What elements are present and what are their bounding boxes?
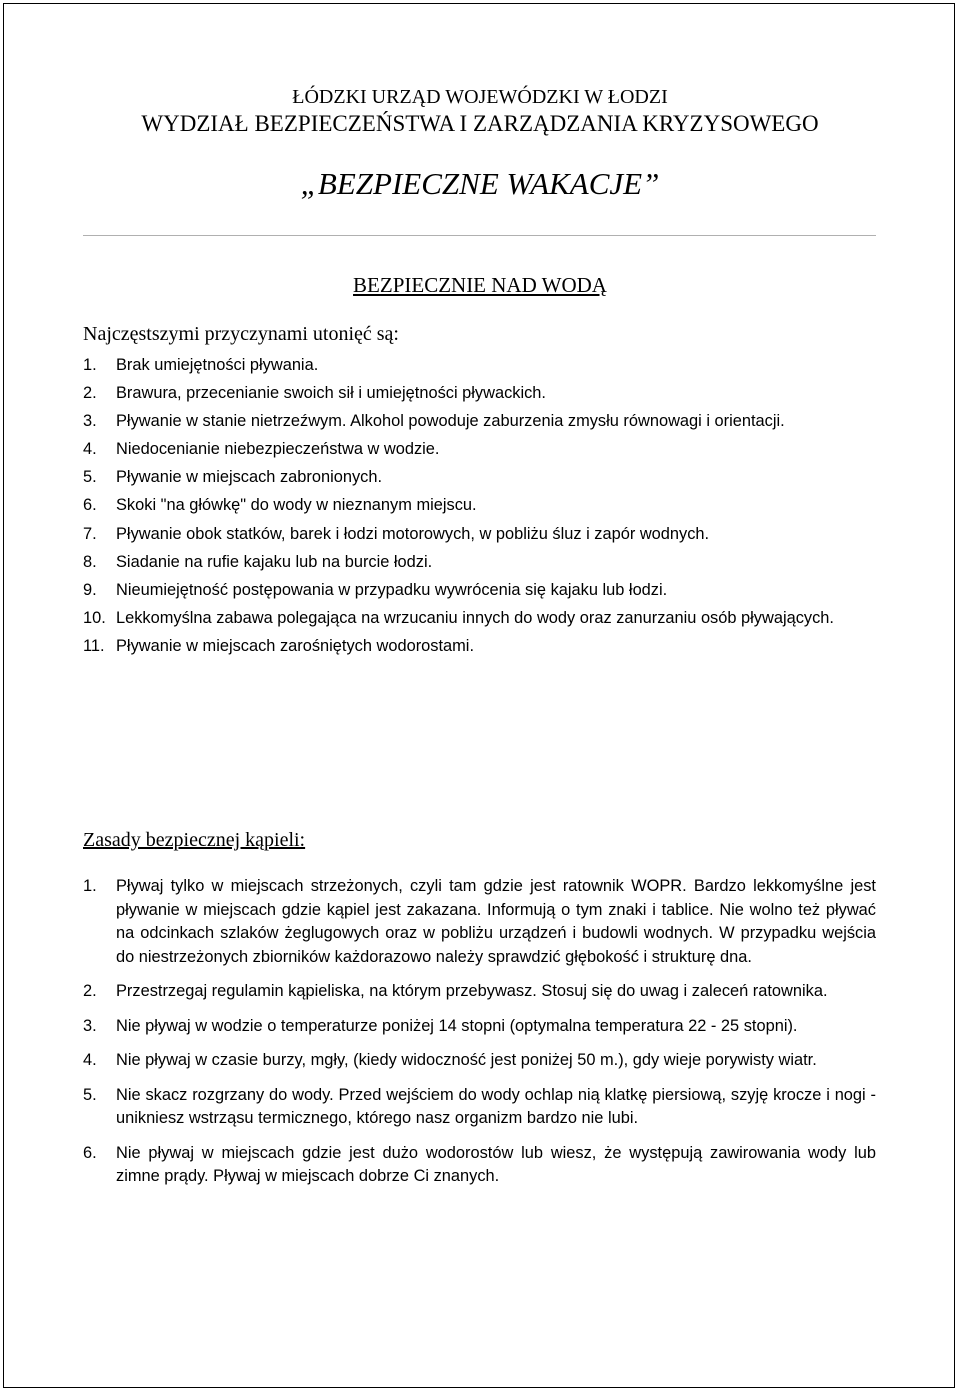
cause-list-item [83,551,876,575]
list-item-number: 5. [83,468,97,487]
list-item-text: Nie pływaj w czasie burzy, mgły, (kiedy widoczność jest poniżej 50 m.), gdy wieje porywisty wiatr. [116,1051,817,1069]
horizontal-divider [83,235,876,236]
document-title: „BEZPIECZNE WAKACJE” [300,166,660,201]
cause-list-item [83,523,876,547]
list-item-number: 8. [83,552,97,571]
list-item-number: 2. [83,982,97,1000]
section-title-bathing-rules: Zasady bezpiecznej kąpieli: [83,829,306,851]
rule-list-item [83,980,876,1004]
drowning-causes-list [83,354,876,663]
header-department-name: WYDZIAŁ BEZPIECZEŃSTWA I ZARZĄDZANIA KRYZYSOWEGO [141,111,819,136]
cause-list-item [83,410,876,434]
list-item-text: Nieumiejętność postępowania w przypadku wywrócenia się kajaku lub łodzi. [116,580,668,599]
list-item-text: Pływanie w miejscach zabronionych. [116,468,383,487]
list-item-number: 7. [83,524,97,543]
list-item-number: 11. [83,636,105,655]
list-item-number: 6. [83,1143,97,1162]
rule-list-item [83,1049,876,1073]
cause-list-item [83,466,876,490]
list-item-text: Nie pływaj w miejscach gdzie jest dużo wodorostów lub wiesz, że występują zawirowania wody lub zimne prądy. Pływaj w miejscach dobrze Ci znanych. [116,1143,876,1185]
cause-list-item [83,607,876,631]
rule-list-item [83,1084,876,1131]
cause-list-item [83,635,876,659]
list-item-text: Siadanie na rufie kajaku lub na burcie łodzi. [116,552,433,571]
list-item-number: 9. [83,580,97,599]
list-item-number: 1. [83,877,97,895]
list-item-number: 5. [83,1085,97,1104]
list-item-text: Niedocenianie niebezpieczeństwa w wodzie. [116,440,440,459]
list-item-number: 3. [83,1016,97,1035]
rule-list-item [83,875,876,969]
list-item-text: Skoki "na główkę" do wody w nieznanym miejscu. [116,496,477,515]
rule-list-item [83,1142,876,1189]
list-item-text: Pływanie obok statków, barek i łodzi motorowych, w pobliżu śluz i zapór wodnych. [116,524,710,543]
bathing-rules-list [83,875,876,1200]
list-item-number: 3. [83,412,97,431]
list-item-number: 10. [83,608,106,627]
header-office-name: ŁÓDZKI URZĄD WOJEWÓDZKI W ŁODZI [292,86,668,108]
list-item-text: Brak umiejętności pływania. [116,356,319,374]
list-item-number: 4. [83,1051,97,1069]
list-item-text: Lekkomyślna zabawa polegająca na wrzucaniu innych do wody oraz zanurzaniu osób pływających. [116,608,834,627]
list-item-text: Przestrzegaj regulamin kąpieliska, na którym przebywasz. Stosuj się do uwag i zaleceń ratownika. [116,982,828,1000]
list-item-text: Pływaj tylko w miejscach strzeżonych, czyli tam gdzie jest ratownik WOPR. Bardzo lekkomyślne jest pływanie w miejscach gdzie kąpiel jest zakazana. Informują o tym znaki i tablice. Nie wolno też pływać na odcinkach szlaków żeglugowych oraz w pobliżu urządzeń i budowli wodnych. W przypadku wejścia do niestrzeżonych zbiorników każdorazowo należy sprawdzić głębokość i strukturę dna. [116,877,876,966]
list-item-number: 4. [83,440,97,459]
cause-list-item [83,382,876,406]
section-title-water-safety: BEZPIECZNIE NAD WODĄ [353,273,607,297]
list-item-text: Pływanie w miejscach zarośniętych wodorostami. [116,636,475,655]
cause-list-item [83,438,876,462]
causes-intro-heading: Najczęstszymi przyczynami utonięć są: [83,323,399,345]
list-item-number: 2. [83,384,97,403]
list-item-text: Brawura, przecenianie swoich sił i umiejętności pływackich. [116,384,546,403]
list-item-number: 6. [83,496,97,515]
list-item-text: Nie skacz rozgrzany do wody. Przed wejściem do wody ochlap nią klatkę piersiową, szyję krocze i nogi - unikniesz wstrząsu termicznego, którego nasz organizm bardzo nie lubi. [116,1085,876,1127]
list-item-text: Nie pływaj w wodzie o temperaturze poniżej 14 stopni (optymalna temperatura 22 - 25 stopni). [116,1016,798,1035]
cause-list-item [83,354,876,378]
list-item-number: 1. [83,356,97,374]
list-item-text: Pływanie w stanie nietrzeźwym. Alkohol powoduje zaburzenia zmysłu równowagi i orientacji. [116,412,785,431]
cause-list-item [83,579,876,603]
cause-list-item [83,494,876,518]
rule-list-item [83,1015,876,1039]
